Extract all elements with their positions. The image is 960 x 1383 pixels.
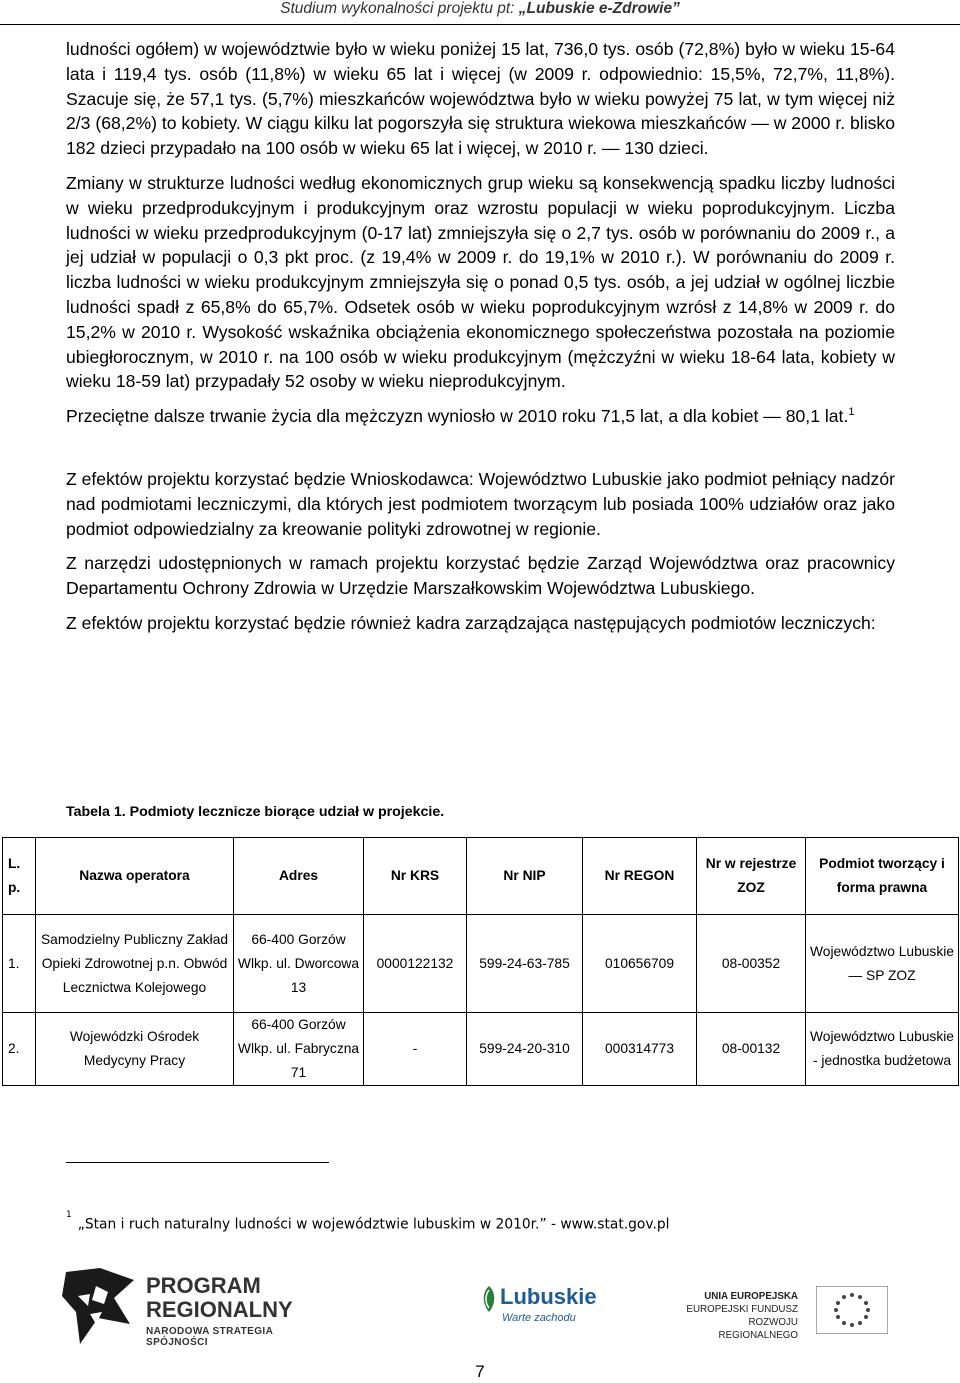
strategy-subtitle: NARODOWA STRATEGIA SPÓJNOŚCI: [146, 1326, 273, 1348]
header-nip: Nr NIP: [467, 838, 583, 915]
header-regon: Nr REGON: [583, 838, 697, 915]
table-header-row: [3, 838, 959, 915]
cell-nip: 599-24-20-310: [467, 1013, 583, 1086]
cell-krs: -: [364, 1013, 467, 1086]
eu-flag-icon: [816, 1286, 888, 1334]
eu-logo: [668, 1286, 908, 1346]
footnote-reference[interactable]: 1: [848, 406, 855, 419]
footnote-text: „Stan i ruch naturalny ludności w województwie lubuskim w 2010r.” - www.stat.gov.pl: [77, 1216, 670, 1233]
life-expectancy-text: Przeciętne dalsze trwanie życia dla mężczyzn wyniosło w 2010 roku 71,5 lat, a dla kobiet — 80,1 lat.: [66, 406, 849, 427]
paragraph-life-expectancy: [66, 404, 895, 429]
header-founder: Podmiot tworzący i forma prawna: [806, 838, 959, 915]
footnote-divider: [66, 1162, 329, 1163]
cell-regon: 000314773: [583, 1013, 697, 1086]
cell-regon: 010656709: [583, 915, 697, 1013]
regionalny-line: REGIONALNY: [146, 1297, 293, 1322]
header-krs: Nr KRS: [364, 838, 467, 915]
cell-krs: 0000122132: [364, 915, 467, 1013]
table-caption: Tabela 1. Podmioty lecznicze biorące udział w projekcie.: [66, 804, 445, 820]
paragraph-economic-groups: Zmiany w strukturze ludności według ekonomicznych grup wieku są konsekwencją spadku liczby ludności w wieku przedprodukcyjnym i produkcyjnym oraz wzrostu populacji w wieku poprodukcyjnym. Liczba ludności w wieku przedprodukcyjnym (0-17 lat) zmniejszyła się o 2,7 tys. osób w porównaniu do 2009 r., a jej udział w populacji o 0,3 pkt proc. (z 19,4% w 2009 r. do 19,1% w 2010 r.). W porównaniu do 2009 r. liczba ludności w wieku produkcyjnym zmniejszyła się o ponad 0,5 tys. osób, a jej udział w ogólnej liczbie ludności spadł z 65,8% do 65,7%. Odsetek osób w wieku poprodukcyjnym wzrósł z 14,8% w 2009 r. do 15,2% w 2010 r. Wysokość wskaźnika obciążenia ekonomicznego społeczeństwa pozostała na poziomie ubiegłorocznym, w 2010 r. na 100 osób w wieku produkcyjnym (mężczyźni w wieku 18-64 lata, kobiety w wieku 18-59 lat) przypadały 52 osoby w wieku nieprodukcyjnym.: [66, 172, 895, 392]
program-regionalny-logo: [60, 1266, 320, 1350]
header-prefix: Studium wykonalności projektu pt:: [280, 0, 519, 17]
lubuskie-icon: [478, 1284, 500, 1314]
header-register: Nr w rejestrze ZOZ: [697, 838, 806, 915]
eu-text: [668, 1290, 798, 1342]
program-regionalny-title: [146, 1274, 293, 1322]
footnote: [66, 1210, 670, 1233]
cell-register: 08-00132: [697, 1013, 806, 1086]
eu-line-1: UNIA EUROPEJSKA: [704, 1291, 798, 1302]
cell-lp: 1.: [3, 915, 36, 1013]
lubuskie-name: Lubuskie: [500, 1284, 597, 1309]
entities-table: [2, 837, 959, 1086]
paragraph-beneficiary-applicant: Z efektów projektu korzystać będzie Wnioskodawca: Województwo Lubuskie jako podmiot pełniący nadzór nad podmiotami leczniczymi, dla których jest podmiotem tworzącym lub posiada 100% udziałów oraz jako podmiot odpowiedzialny za kreowanie polityki zdrowotnej w regionie.: [66, 468, 895, 539]
cell-name: Samodzielny Publiczny Zakład Opieki Zdrowotnej p.n. Obwód Lecznictwa Kolejowego: [36, 915, 234, 1013]
cell-address: 66-400 Gorzów Wlkp. ul. Dworcowa 13: [234, 915, 364, 1013]
page-number: 7: [475, 1362, 485, 1381]
lubuskie-tagline: Warte zachodu: [502, 1312, 576, 1324]
lubuskie-logo: [478, 1278, 598, 1334]
paragraph-population-age: ludności ogółem) w województwie było w wieku poniżej 15 lat, 736,0 tys. osób (72,8%) było w wieku 15-64 lata i 119,4 tys. osób (11,8%) w wieku 65 lat i więcej (w 2009 r. odpowiednio: 15,5%, 72,7%, 11,8%). Szacuje się, że 57,1 tys. (5,7%) mieszkańców województwa było w wieku powyżej 75 lat, w tym więcej niż 2/3 (68,2%) to kobiety. W ciągu kilku lat pogorszyła się struktura wiekowa mieszkańców — w 2000 r. blisko 182 dzieci przypadało na 100 osób w wieku 65 lat i więcej, w 2010 r. — 130 dzieci.: [66, 39, 895, 159]
eu-line-3: ROZWOJU REGIONALNEGO: [718, 1317, 798, 1341]
cell-register: 08-00352: [697, 915, 806, 1013]
program-line: PROGRAM: [146, 1273, 261, 1298]
cell-name: Wojewódzki Ośrodek Medycyny Pracy: [36, 1013, 234, 1086]
table-row: [3, 915, 959, 1013]
header-address: Adres: [234, 838, 364, 915]
paragraph-beneficiary-board: Z narzędzi udostępnionych w ramach projektu korzystać będzie Zarząd Województwa oraz pracownicy Departamentu Ochrony Zdrowia w Urzędzie Marszałkowskim Województwa Lubuskiego.: [66, 553, 895, 599]
footnote-number: 1: [66, 1210, 72, 1220]
header-divider: [0, 24, 960, 25]
cell-nip: 599-24-63-785: [467, 915, 583, 1013]
document-body: [66, 37, 895, 646]
paragraph-beneficiary-entities: Z efektów projektu korzystać będzie również kadra zarządzająca następujących podmiotów leczniczych:: [66, 612, 876, 633]
cell-founder: Województwo Lubuskie - jednostka budżetowa: [806, 1013, 959, 1086]
cell-founder: Województwo Lubuskie — SP ZOZ: [806, 915, 959, 1013]
program-regionalny-icon: [60, 1266, 140, 1348]
page-header: [0, 0, 960, 24]
table-row: [3, 1013, 959, 1086]
eu-line-2: EUROPEJSKI FUNDUSZ: [686, 1304, 798, 1315]
header-lp: L. p.: [3, 838, 36, 915]
header-name: Nazwa operatora: [36, 838, 234, 915]
header-project-name: „Lubuskie e-Zdrowie”: [518, 0, 680, 17]
cell-address: 66-400 Gorzów Wlkp. ul. Fabryczna 71: [234, 1013, 364, 1086]
cell-lp: 2.: [3, 1013, 36, 1086]
